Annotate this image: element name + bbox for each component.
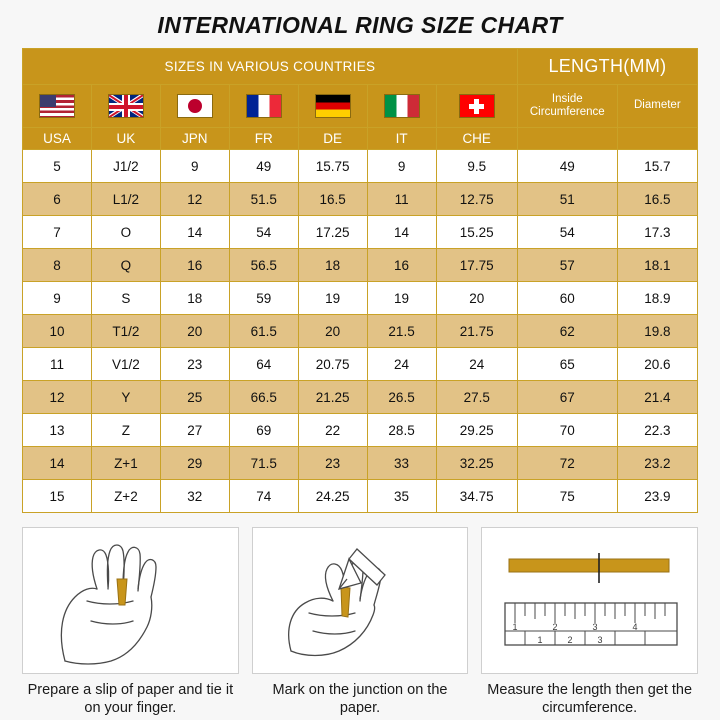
- step-2-caption: Mark on the junction on the paper.: [272, 682, 448, 717]
- step-3-illustration-frame: [481, 527, 698, 674]
- cell-de: 17.25: [298, 216, 367, 249]
- cell-it: 14: [367, 216, 436, 249]
- cell-diameter: 18.9: [617, 282, 697, 315]
- ring-size-table: [22, 48, 698, 513]
- cell-de: 20: [298, 315, 367, 348]
- country-label-che: CHE: [436, 128, 517, 150]
- cell-fr: 69: [229, 414, 298, 447]
- cell-uk: Z+1: [91, 447, 160, 480]
- cell-uk: Z+2: [91, 480, 160, 513]
- table-row: [23, 447, 698, 480]
- cell-de: 23: [298, 447, 367, 480]
- flag-germany-icon: [315, 94, 351, 118]
- country-label-it: IT: [367, 128, 436, 150]
- cell-diameter: 17.3: [617, 216, 697, 249]
- step-2-illustration-frame: [252, 527, 469, 674]
- flag-cell-italy: [367, 85, 436, 128]
- cell-jpn: 23: [160, 348, 229, 381]
- cell-circumference: 49: [517, 150, 617, 183]
- cell-jpn: 12: [160, 183, 229, 216]
- cell-jpn: 25: [160, 381, 229, 414]
- svg-text:1: 1: [512, 621, 518, 632]
- cell-uk: J1/2: [91, 150, 160, 183]
- cell-fr: 61.5: [229, 315, 298, 348]
- cell-de: 18: [298, 249, 367, 282]
- table-row: [23, 315, 698, 348]
- cell-diameter: 21.4: [617, 381, 697, 414]
- cell-circumference: 75: [517, 480, 617, 513]
- cell-it: 21.5: [367, 315, 436, 348]
- cell-it: 19: [367, 282, 436, 315]
- cell-circumference: 65: [517, 348, 617, 381]
- cell-uk: L1/2: [91, 183, 160, 216]
- table-flag-row: [23, 85, 698, 128]
- cell-jpn: 9: [160, 150, 229, 183]
- cell-fr: 71.5: [229, 447, 298, 480]
- svg-text:4: 4: [632, 621, 638, 632]
- cell-de: 16.5: [298, 183, 367, 216]
- step-3-caption: Measure the length then get the circumference.: [487, 682, 693, 717]
- flag-cell-germany: [298, 85, 367, 128]
- cell-che: 12.75: [436, 183, 517, 216]
- cell-fr: 64: [229, 348, 298, 381]
- cell-it: 11: [367, 183, 436, 216]
- table-row: [23, 381, 698, 414]
- cell-che: 9.5: [436, 150, 517, 183]
- cell-jpn: 29: [160, 447, 229, 480]
- cell-fr: 66.5: [229, 381, 298, 414]
- cell-it: 24: [367, 348, 436, 381]
- cell-usa: 12: [23, 381, 92, 414]
- flag-uk-icon: [108, 94, 144, 118]
- country-label-spacer-diameter: [617, 128, 697, 150]
- cell-usa: 7: [23, 216, 92, 249]
- cell-uk: Z: [91, 414, 160, 447]
- svg-text:3: 3: [597, 634, 603, 645]
- country-label-fr: FR: [229, 128, 298, 150]
- table-row: [23, 480, 698, 513]
- cell-che: 32.25: [436, 447, 517, 480]
- cell-usa: 6: [23, 183, 92, 216]
- table-row: [23, 348, 698, 381]
- cell-uk: S: [91, 282, 160, 315]
- cell-usa: 13: [23, 414, 92, 447]
- svg-text:2: 2: [552, 621, 558, 632]
- cell-diameter: 16.5: [617, 183, 697, 216]
- cell-che: 17.75: [436, 249, 517, 282]
- table-row: [23, 183, 698, 216]
- cell-usa: 8: [23, 249, 92, 282]
- cell-diameter: 23.9: [617, 480, 697, 513]
- svg-text:2: 2: [567, 634, 573, 645]
- subheader-diameter: Diameter: [617, 85, 697, 128]
- table-row: [23, 150, 698, 183]
- cell-jpn: 16: [160, 249, 229, 282]
- paper-strip-icon: [117, 579, 127, 605]
- cell-usa: 9: [23, 282, 92, 315]
- cell-it: 35: [367, 480, 436, 513]
- flag-cell-uk: [91, 85, 160, 128]
- cell-uk: Y: [91, 381, 160, 414]
- flag-cell-france: [229, 85, 298, 128]
- cell-de: 22: [298, 414, 367, 447]
- cell-de: 19: [298, 282, 367, 315]
- cell-fr: 51.5: [229, 183, 298, 216]
- table-row: [23, 282, 698, 315]
- flag-cell-switzerland: [436, 85, 517, 128]
- table-row: [23, 216, 698, 249]
- cell-uk: V1/2: [91, 348, 160, 381]
- country-label-spacer-circumference: [517, 128, 617, 150]
- country-label-jpn: JPN: [160, 128, 229, 150]
- cell-jpn: 32: [160, 480, 229, 513]
- cell-usa: 5: [23, 150, 92, 183]
- ruler-measuring-strip-icon: [495, 531, 685, 671]
- country-label-usa: USA: [23, 128, 92, 150]
- flag-cell-japan: [160, 85, 229, 128]
- svg-text:1: 1: [537, 634, 543, 645]
- cell-circumference: 62: [517, 315, 617, 348]
- step-3: [481, 527, 698, 717]
- cell-it: 16: [367, 249, 436, 282]
- step-2: [252, 527, 469, 717]
- cell-it: 28.5: [367, 414, 436, 447]
- cell-de: 15.75: [298, 150, 367, 183]
- cell-it: 9: [367, 150, 436, 183]
- cell-circumference: 67: [517, 381, 617, 414]
- svg-text:3: 3: [592, 621, 598, 632]
- flag-japan-icon: [177, 94, 213, 118]
- cell-circumference: 72: [517, 447, 617, 480]
- subheader-inside-circumference: Inside Circumference: [517, 85, 617, 128]
- cell-uk: T1/2: [91, 315, 160, 348]
- cell-circumference: 57: [517, 249, 617, 282]
- cell-de: 20.75: [298, 348, 367, 381]
- flag-italy-icon: [384, 94, 420, 118]
- cell-usa: 15: [23, 480, 92, 513]
- flag-france-icon: [246, 94, 282, 118]
- table-row: [23, 249, 698, 282]
- group-header-length: LENGTH(MM): [517, 49, 697, 85]
- cell-diameter: 23.2: [617, 447, 697, 480]
- measuring-steps: [22, 527, 698, 717]
- cell-circumference: 54: [517, 216, 617, 249]
- cell-che: 29.25: [436, 414, 517, 447]
- cell-che: 27.5: [436, 381, 517, 414]
- table-group-header-row: [23, 49, 698, 85]
- cell-circumference: 60: [517, 282, 617, 315]
- cell-de: 24.25: [298, 480, 367, 513]
- country-label-de: DE: [298, 128, 367, 150]
- cell-diameter: 19.8: [617, 315, 697, 348]
- cell-uk: O: [91, 216, 160, 249]
- cell-che: 20: [436, 282, 517, 315]
- cell-jpn: 27: [160, 414, 229, 447]
- paper-strip-icon: [509, 553, 669, 583]
- cell-jpn: 18: [160, 282, 229, 315]
- step-1: [22, 527, 239, 717]
- cell-diameter: 20.6: [617, 348, 697, 381]
- cell-usa: 11: [23, 348, 92, 381]
- table-row: [23, 414, 698, 447]
- flag-switzerland-icon: [459, 94, 495, 118]
- cell-che: 24: [436, 348, 517, 381]
- paper-strip-icon: [341, 587, 350, 617]
- cell-de: 21.25: [298, 381, 367, 414]
- hand-with-paper-strip-icon: [35, 531, 225, 671]
- cell-it: 33: [367, 447, 436, 480]
- cell-uk: Q: [91, 249, 160, 282]
- country-label-uk: UK: [91, 128, 160, 150]
- cell-jpn: 14: [160, 216, 229, 249]
- cell-usa: 14: [23, 447, 92, 480]
- cell-jpn: 20: [160, 315, 229, 348]
- step-1-caption: Prepare a slip of paper and tie it on your finger.: [27, 682, 234, 717]
- cell-fr: 74: [229, 480, 298, 513]
- page-title: INTERNATIONAL RING SIZE CHART: [157, 12, 563, 38]
- flag-cell-usa: [23, 85, 92, 128]
- cell-usa: 10: [23, 315, 92, 348]
- cell-it: 26.5: [367, 381, 436, 414]
- cell-diameter: 22.3: [617, 414, 697, 447]
- cell-fr: 56.5: [229, 249, 298, 282]
- cell-che: 15.25: [436, 216, 517, 249]
- group-header-countries: SIZES IN VARIOUS COUNTRIES: [23, 49, 518, 85]
- flag-usa-icon: [39, 94, 75, 118]
- cell-circumference: 70: [517, 414, 617, 447]
- cell-fr: 54: [229, 216, 298, 249]
- hand-marking-pen-icon: [265, 531, 455, 671]
- table-country-label-row: [23, 128, 698, 150]
- cell-circumference: 51: [517, 183, 617, 216]
- step-1-illustration-frame: [22, 527, 239, 674]
- cell-fr: 59: [229, 282, 298, 315]
- cell-che: 34.75: [436, 480, 517, 513]
- cell-diameter: 18.1: [617, 249, 697, 282]
- cell-che: 21.75: [436, 315, 517, 348]
- ruler-icon: [505, 603, 677, 645]
- cell-fr: 49: [229, 150, 298, 183]
- cell-diameter: 15.7: [617, 150, 697, 183]
